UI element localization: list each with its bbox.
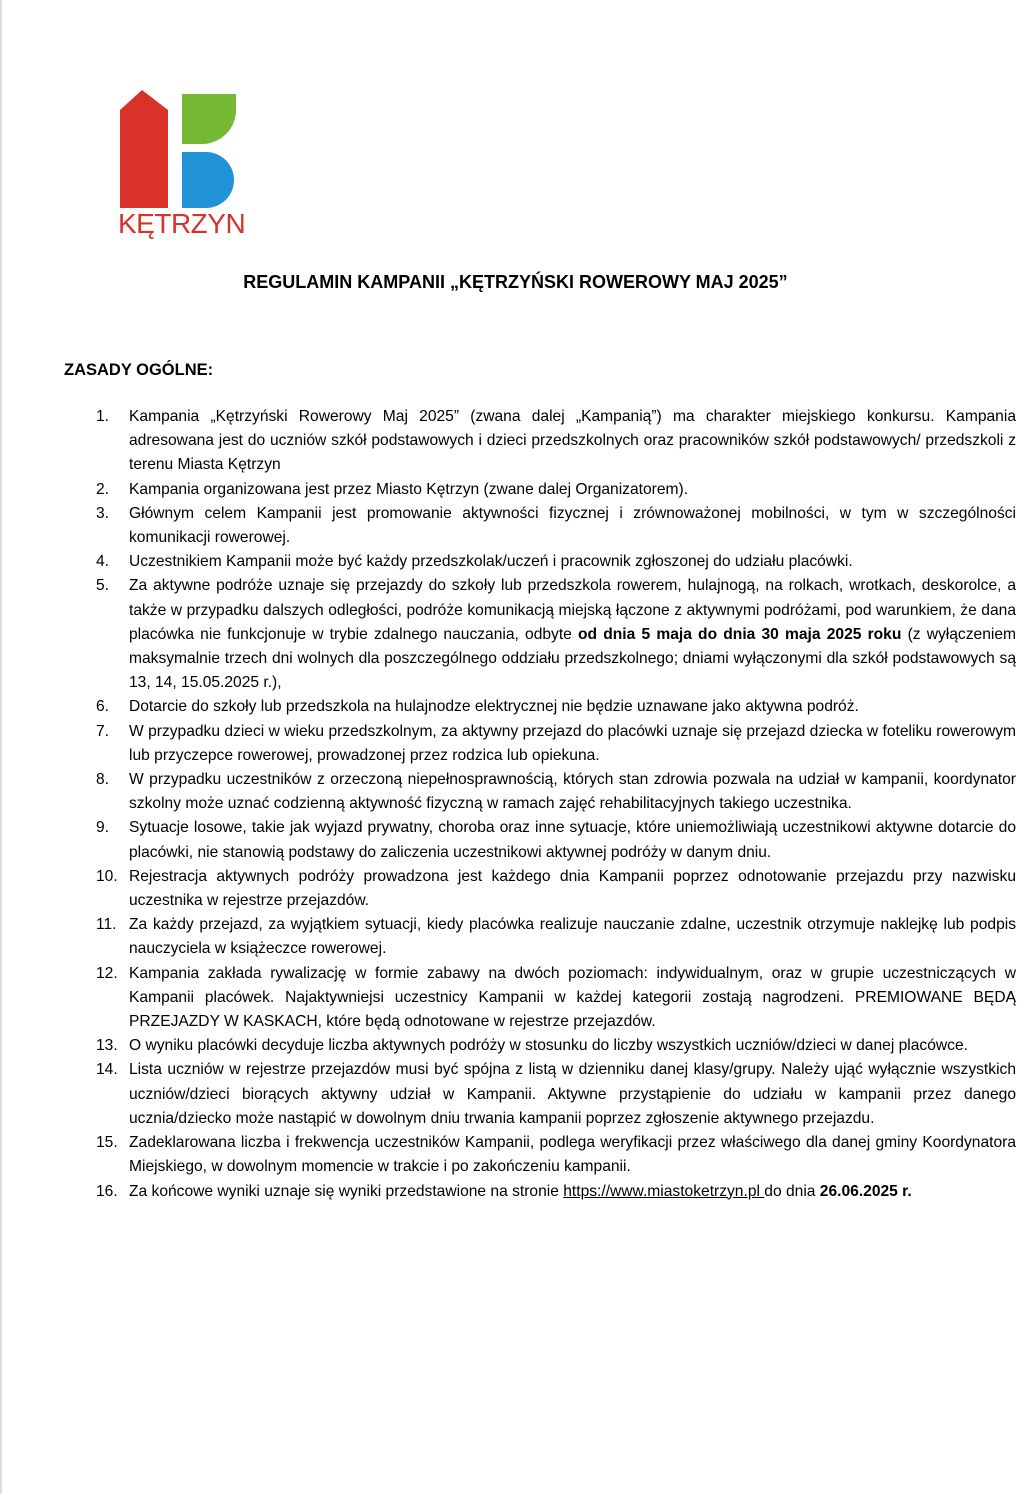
rule-number: 6.	[96, 698, 110, 716]
rule-text-part: Za aktywne podróże uznaje się przejazdy do szkoły lub przedszkola rowerem, hulajnogą, na rolkach, wrotkach, deskorolce, a także w przypadku dalszych odległości, podróże komunikacją miejską łączone z aktywnymi podróżami, pod warunkiem, że dana placówka nie funkcjonuje w trybie zdalnego nauczania, odbyte	[129, 577, 1016, 643]
logo-red-house-shape	[120, 90, 168, 208]
rule-text: Kampania „Kętrzyński Rowerowy Maj 2025” (zwana dalej „Kampanią”) ma charakter miejskiego konkursu. Kampania adresowana jest do uczniów szkół podstawowych i dzieci przedszkolnych oraz pracowników szkół podstawowych/ przedszkoli z terenu Miasta Kętrzyn	[129, 408, 1016, 474]
rule-text: Za każdy przejazd, za wyjątkiem sytuacji, kiedy placówka realizuje nauczanie zdalne, uczestnik otrzymuje naklejkę lub podpis nauczyciela w książeczce rowerowej.	[129, 916, 1016, 958]
rule-text-part: do dnia	[764, 1182, 820, 1200]
rule-number: 16.	[96, 1182, 118, 1200]
rule-text: Sytuacje losowe, takie jak wyjazd prywatny, choroba oraz inne sytuacje, które uniemożliwiają uczestnikowi aktywne dotarcie do placówki, nie stanowią podstawy do zaliczenia uczestnikowi aktywnej podróży w danym dniu.	[129, 819, 1016, 861]
rule-item	[96, 405, 1016, 478]
rule-number: 8.	[96, 771, 110, 789]
rule-number: 7.	[96, 722, 110, 740]
results-date: 26.06.2025 r.	[819, 1182, 912, 1200]
rule-number: 2.	[96, 480, 110, 498]
rule-item	[96, 768, 1016, 816]
ketrzyn-logo-icon	[118, 90, 242, 208]
rule-text: Głównym celem Kampanii jest promowanie aktywności fizycznej i zrównoważonej mobilności, w tym w szczególności komunikacji rowerowej.	[129, 504, 1016, 547]
rule-number: 11.	[96, 916, 117, 934]
rule-text: Dotarcie do szkoły lub przedszkola na hulajnodze elektrycznej nie będzie uznawane jako aktywna podróż.	[129, 698, 859, 716]
rule-number: 10.	[96, 867, 118, 885]
rule-number: 12.	[96, 964, 118, 982]
rule-item	[96, 550, 1016, 574]
rule-item	[96, 574, 1016, 695]
website-link[interactable]: https://www.miastoketrzyn.pl	[563, 1182, 765, 1200]
rule-text: Uczestnikiem Kampanii może być każdy przedszkolak/uczeń i pracownik zgłoszonej do udziału placówki.	[129, 553, 853, 571]
rule-text: Kampania zakłada rywalizację w formie zabawy na dwóch poziomach: indywidualnym, oraz w grupie uczestniczących w Kampanii placówek. Najaktywniejsi uczestnicy Kampanii w każdej kategorii zostają nagrodzeni. PREMIOWANE BĘDĄ PRZEJAZDY W KASKACH, które będą odnotowane w rejestrze przejazdów.	[129, 964, 1016, 1031]
rule-number: 15.	[96, 1134, 118, 1152]
rule-item	[96, 1180, 1016, 1204]
rule-text: Lista uczniów w rejestrze przejazdów musi być spójna z listą w dzienniku danej klasy/grupy. Należy ująć wyłącznie wszystkich uczniów/dzieci biorących aktywny udział w Kampanii. Aktywne przystąpienie do udziału w kampanii przez danego ucznia/dziecko może nastąpić w dowolnym dniu trwania kampanii poprzez zgłoszenie aktywnego przejazdu.	[129, 1061, 1016, 1127]
rule-item	[96, 502, 1016, 550]
rule-number: 3.	[96, 504, 110, 522]
rule-text	[129, 1180, 1016, 1204]
document-title: REGULAMIN KAMPANII „KĘTRZYŃSKI ROWEROWY MAJ 2025”	[243, 272, 788, 292]
rule-number: 9.	[96, 819, 110, 837]
rule-date-range: od dnia 5 maja do dnia 30 maja 2025 roku	[578, 625, 902, 643]
logo-text: KĘTRZYN	[118, 208, 246, 239]
rule-text: Kampania organizowana jest przez Miasto Kętrzyn (zwane dalej Organizatorem).	[129, 480, 689, 498]
rule-number: 4.	[96, 553, 110, 571]
rule-text: Zadeklarowana liczba i frekwencja uczestników Kampanii, podlega weryfikacji przez właściwego dla danej gminy Koordynatora Miejskiego, w dowolnym momencie w trakcie i po zakończeniu kampanii.	[129, 1134, 1016, 1176]
rule-item	[96, 478, 1016, 502]
rule-number: 13.	[96, 1037, 118, 1055]
ketrzyn-logo	[118, 90, 246, 250]
rule-item	[96, 695, 1016, 719]
rule-item	[96, 1131, 1016, 1179]
rule-text: W przypadku uczestników z orzeczoną niepełnosprawnością, których stan zdrowia pozwala na udział w kampanii, koordynator szkolny może uznać codzienną aktywność fizyczną w ramach zajęć rehabilitacyjnych takiego uczestnika.	[129, 771, 1016, 813]
rule-text: O wyniku placówki decyduje liczba aktywnych podróży w stosunku do liczby wszystkich uczniów/dzieci w danej placówce.	[129, 1037, 968, 1055]
rule-text	[129, 574, 1016, 695]
rule-item	[96, 816, 1016, 864]
rules-list	[96, 405, 1016, 1204]
rule-text: W przypadku dzieci w wieku przedszkolnym, za aktywny przejazd do placówki uznaje się przejazd dziecka w foteliku rowerowym lub przyczepce rowerowej, prowadzonej przez rodzica lub opiekuna.	[129, 722, 1016, 764]
rule-item	[96, 720, 1016, 768]
rule-number: 5.	[96, 577, 110, 595]
section-heading: ZASADY OGÓLNE:	[64, 361, 214, 379]
logo-blue-drop-shape	[182, 152, 234, 208]
rule-text: Rejestracja aktywnych podróży prowadzona jest każdego dnia Kampanii poprzez odnotowanie przejazdu przy nazwisku uczestnika w rejestrze przejazdów.	[129, 867, 1016, 910]
rule-item	[96, 913, 1016, 961]
rule-item	[96, 962, 1016, 1035]
rule-text-part: Za końcowe wyniki uznaje się wyniki przedstawione na stronie	[129, 1182, 564, 1200]
rule-number: 1.	[96, 408, 110, 425]
rule-item	[96, 865, 1016, 913]
rule-number: 14.	[96, 1061, 118, 1079]
logo-green-leaf-shape	[182, 94, 236, 144]
rule-item	[96, 1034, 1016, 1058]
page-edge	[0, 0, 2, 1494]
rule-text-part: (z wyłączeniem maksymalnie trzech dni wolnych dla poszczególnego oddziału przedszkolnego; dniami wyłączonymi dla szkół podstawowych są 13, 14, 15.05.2025 r.),	[129, 625, 1016, 692]
rule-item	[96, 1058, 1016, 1131]
